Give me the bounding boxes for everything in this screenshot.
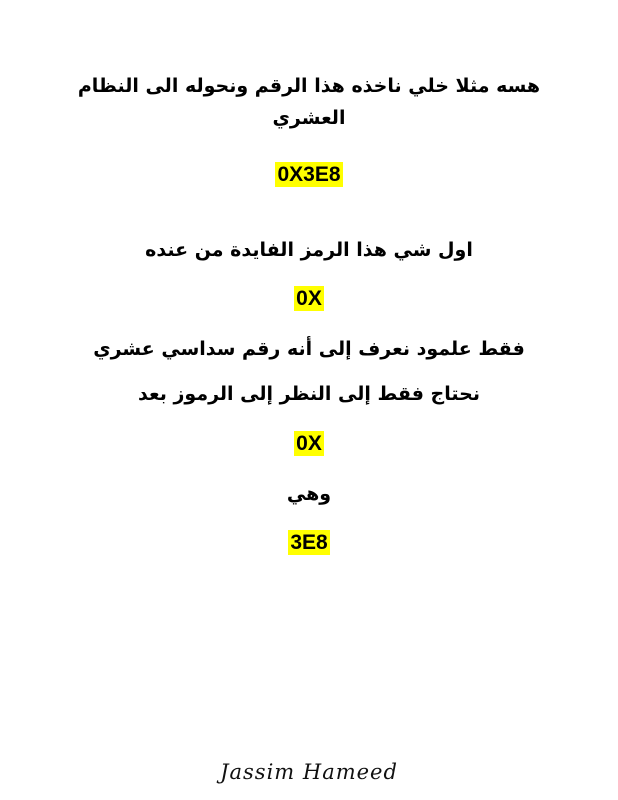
prefix-intro-line: اول شي هذا الرمز الفايدة من عنده (145, 239, 473, 261)
need-to-look-line: نحتاج فقط إلى النظر إلى الرموز بعد (138, 383, 480, 405)
intro-paragraph: هسه مثلا خلي ناخذه هذا الرقم ونحوله الى النظام العشري (77, 75, 541, 129)
hex-number-line (0, 162, 618, 188)
prefix-line-1 (0, 286, 618, 312)
author-signature: Jassim Hameed (220, 760, 398, 784)
hex-digits-line (0, 530, 618, 556)
and-it-is-line: وهي (286, 483, 332, 505)
hex-prefix-2: 0X (296, 432, 322, 455)
hex-number-full: 0X3E8 (277, 163, 341, 186)
just-to-know-line: فقط علمود نعرف إلى أنه رقم سداسي عشري (93, 338, 525, 360)
prefix-line-2 (0, 431, 618, 457)
hex-prefix-1: 0X (296, 287, 322, 310)
hex-digits: 3E8 (290, 531, 328, 554)
